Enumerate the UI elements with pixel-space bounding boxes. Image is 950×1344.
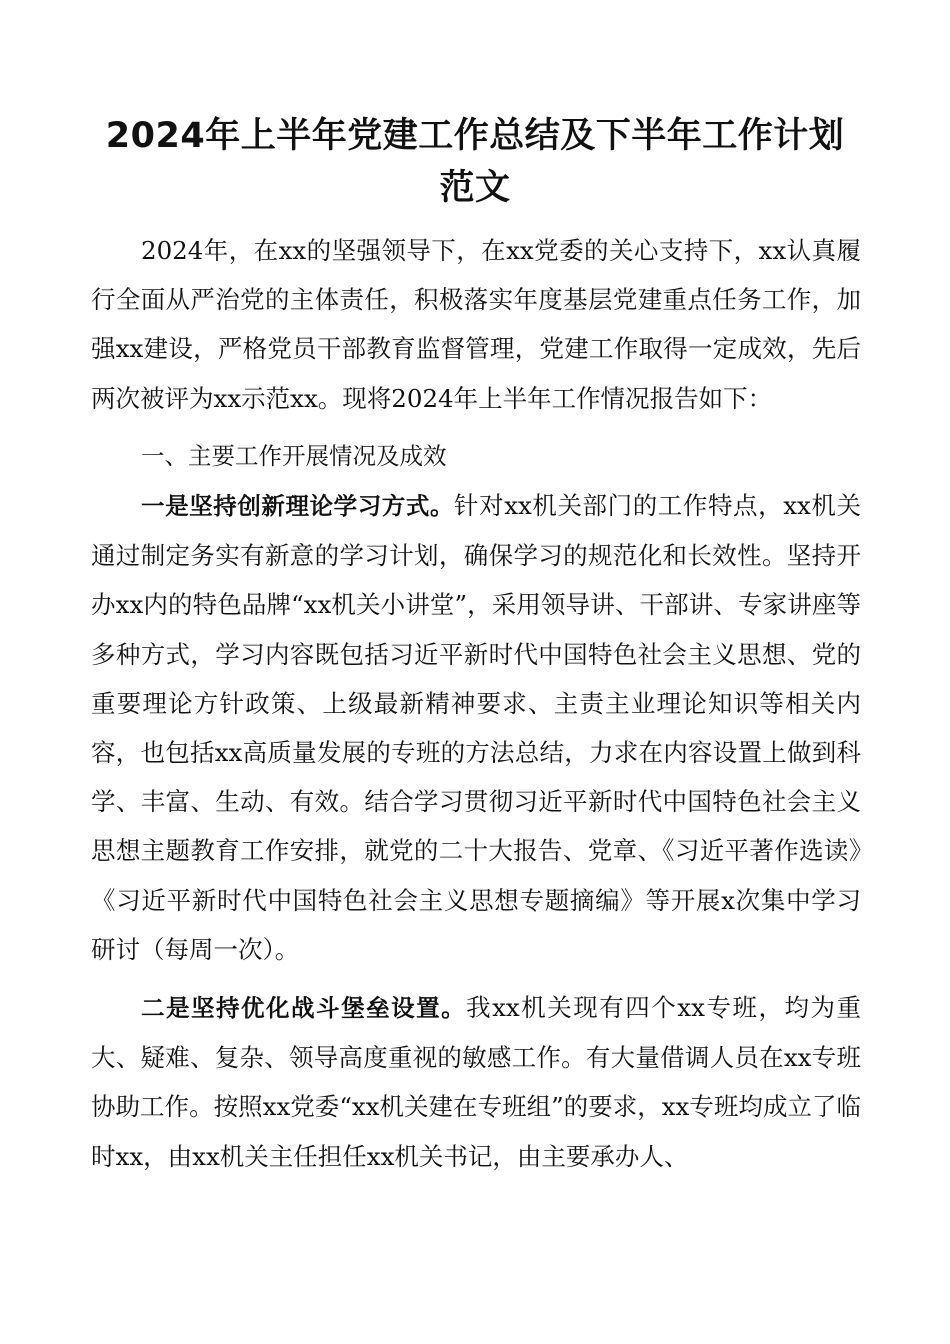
item-2-lead: 二是坚持优化战斗堡垒设置。 <box>141 994 467 1023</box>
document-title: 2024年上半年党建工作总结及下半年工作计划范文 <box>105 116 845 208</box>
intro-paragraph: 2024年，在xx的坚强领导下，在xx党委的关心支持下，xx认真履行全面从严治党的主体责任，积极落实年度基层党建重点任务工作，加强xx建设，严格党员干部教育监督管理，党建工作取得一定成效，先后两次被评为xx示范xx。现将2024年上半年工作情况报告如下： <box>91 236 861 413</box>
item-1-text: 针对xx机关部门的工作特点，xx机关通过制定务实有新意的学习计划，确保学习的规范化和长效性。坚持开办xx内的特色品牌“xx机关小讲堂”，采用领导讲、干部讲、专家讲座等多种方式，学习内容既包括习近平新时代中国特色社会主义思想、党的重要理论方针政策、上级最新精神要求、主责主业理论知识等相关内容，也包括xx高质量发展的专班的方法总结，力求在内容设置上做到科学、丰富、生动、有效。结合学习贯彻习近平新时代中国特色社会主义思想主题教育工作安排，就党的二十大报告、党章、《习近平著作选读》《习近平新时代中国特色社会主义思想专题摘编》等开展x次集中学习研讨（每周一次）。 <box>91 491 861 964</box>
item-1-lead: 一是坚持创新理论学习方式。 <box>141 492 455 521</box>
section-heading: 一、主要工作开展情况及成效 <box>141 441 447 470</box>
document-body <box>91 226 861 1181</box>
item-2-text: 我xx机关现有四个xx专班，均为重大、疑难、复杂、领导高度重视的敏感工作。有大量借调人员在xx专班协助工作。按照xx党委“xx机关建在专班组”的要求，xx专班均成立了临时xx，由xx机关主任担任xx机关书记，由主要承办人、 <box>91 993 861 1171</box>
item-2-paragraph <box>91 983 861 1181</box>
item-1-paragraph <box>91 481 861 974</box>
